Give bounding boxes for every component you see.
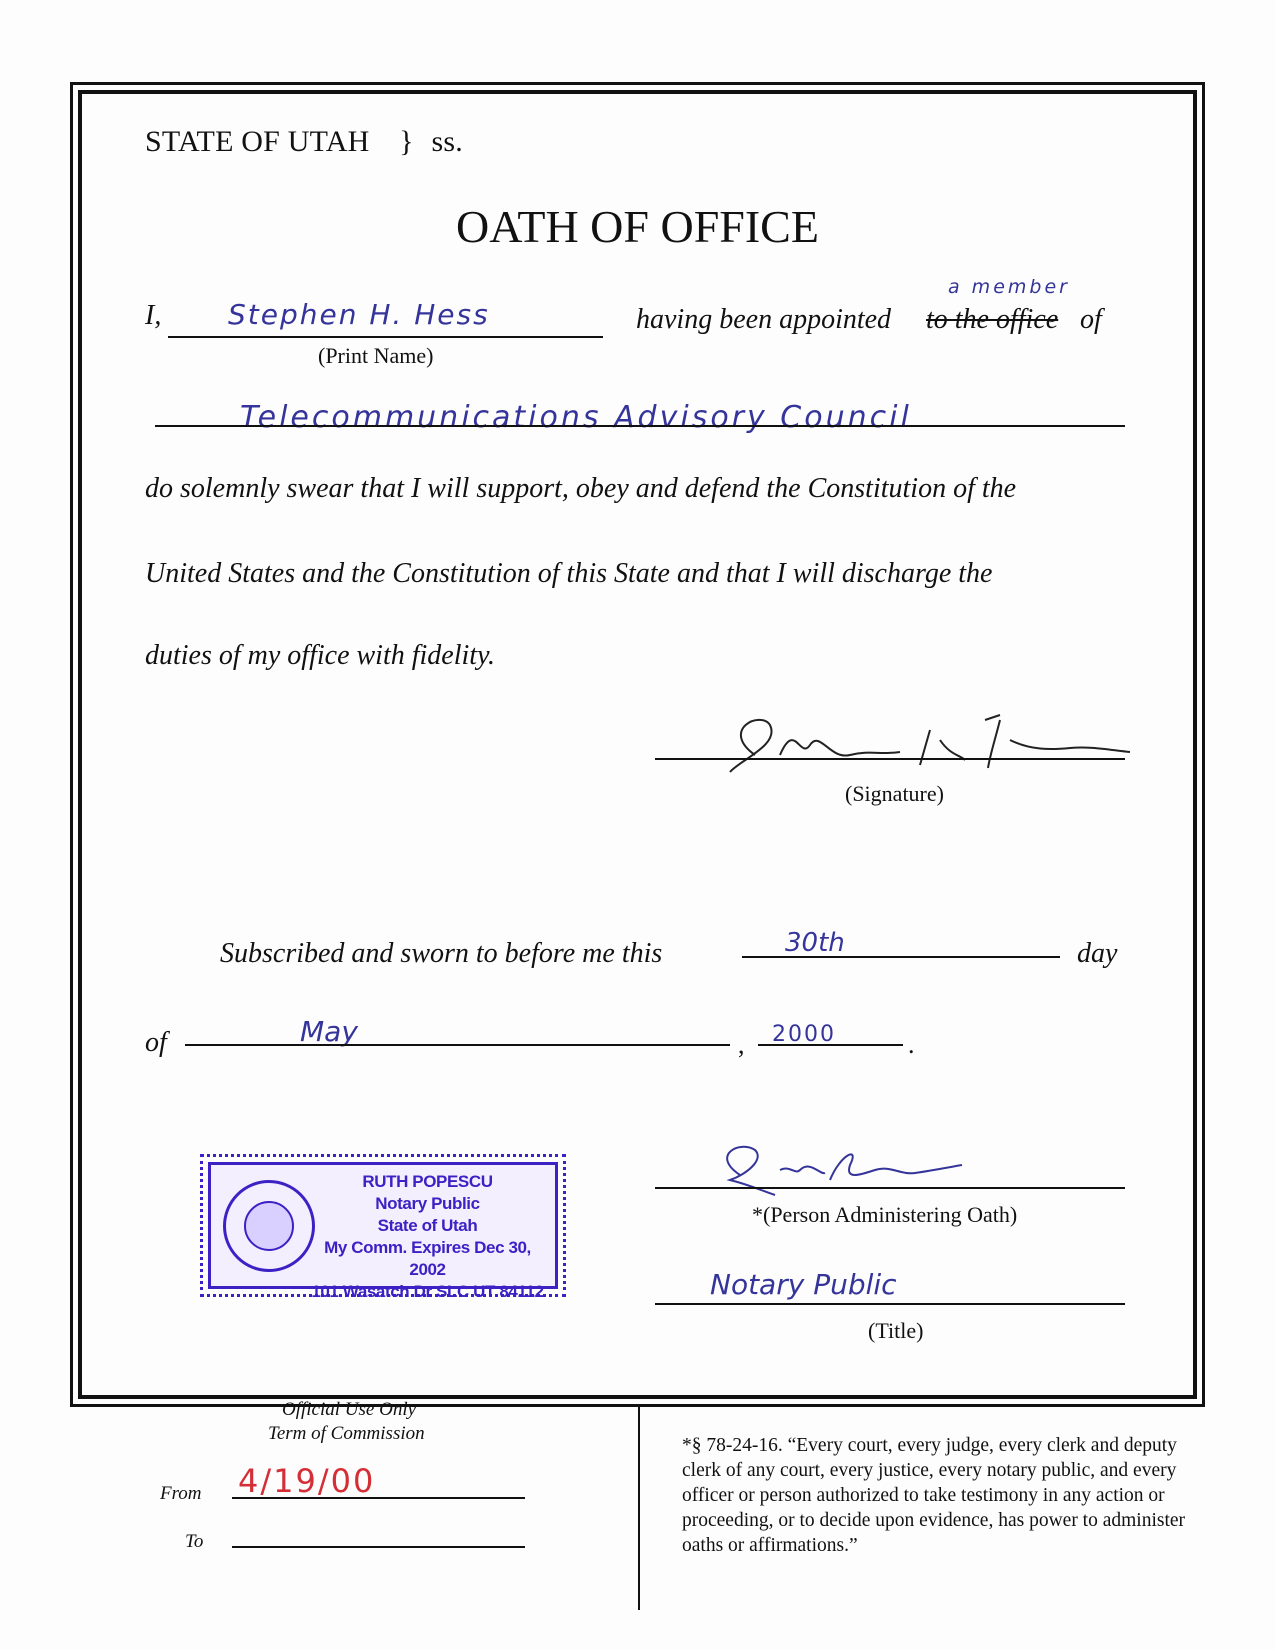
administering-signature-mark xyxy=(700,1135,970,1200)
stamp-role: Notary Public xyxy=(375,1194,480,1213)
stamp-name: RUTH POPESCU xyxy=(362,1172,493,1191)
sworn-year-value[interactable]: 2000 xyxy=(772,1022,836,1047)
to-line xyxy=(232,1546,525,1548)
title-label: (Title) xyxy=(868,1318,924,1343)
print-name-value[interactable]: Stephen H. Hess xyxy=(228,298,490,331)
sworn-day-value[interactable]: 30th xyxy=(785,928,845,958)
statute-note: *§ 78-24-16. “Every court, every judge, every clerk and deputy clerk of any court, every justice, every notary public, and every officer or person authorized to take testimony in any action or proceeding, or to decide upon evidence, has power to administer oaths or affirmations.” xyxy=(682,1435,1186,1556)
office-value[interactable]: Telecommunications Advisory Council xyxy=(240,400,912,435)
stamp-text-block xyxy=(310,1171,545,1303)
ss-text: ss. xyxy=(431,125,463,158)
stamp-expires: My Comm. Expires Dec 30, 2002 xyxy=(324,1238,531,1279)
struck-office-text: to the office xyxy=(926,304,1059,335)
signature-line xyxy=(655,758,1125,760)
stamp-address: 101 Wasatch Dr SLC UT 84112 xyxy=(311,1282,544,1301)
official-heading-2: Term of Commission xyxy=(268,1423,425,1444)
state-seal-icon xyxy=(223,1180,315,1272)
sworn-month-line xyxy=(185,1044,730,1046)
from-line xyxy=(232,1497,525,1499)
sworn-month-value[interactable]: May xyxy=(300,1015,358,1048)
print-name-label: (Print Name) xyxy=(318,343,434,368)
sworn-day-line xyxy=(742,956,1060,958)
from-value[interactable]: 4/19/00 xyxy=(238,1462,376,1500)
official-heading-1: Official Use Only xyxy=(282,1399,417,1420)
sworn-prefix: Subscribed and sworn to before me this xyxy=(220,938,663,969)
appointed-text: having been appointed xyxy=(636,304,892,335)
administering-label: *(Person Administering Oath) xyxy=(752,1202,1018,1227)
stamp-state: State of Utah xyxy=(377,1216,478,1235)
signature-mark xyxy=(700,700,1140,780)
section-divider xyxy=(638,1405,640,1610)
notary-stamp xyxy=(208,1162,558,1301)
oath-body-line-2: United States and the Constitution of this State and that I will discharge the xyxy=(145,558,993,589)
brace: } xyxy=(399,125,414,158)
title-value[interactable]: Notary Public xyxy=(710,1268,897,1301)
sworn-day-suffix: day xyxy=(1077,938,1118,969)
administering-line xyxy=(655,1187,1125,1189)
oath-body-line-1: do solemnly swear that I will support, obey and defend the Constitution of the xyxy=(145,473,1017,504)
seal-center xyxy=(244,1201,294,1251)
state-heading xyxy=(145,125,463,159)
correction-text: a member xyxy=(948,276,1070,298)
state-name: STATE OF UTAH xyxy=(145,125,370,158)
oath-body-line-3: duties of my office with fidelity. xyxy=(145,640,495,671)
print-name-line xyxy=(168,336,603,338)
sworn-year-line xyxy=(758,1044,903,1046)
from-label: From xyxy=(160,1483,202,1504)
page-title: OATH OF OFFICE xyxy=(456,201,819,252)
sworn-period: . xyxy=(908,1030,915,1059)
oath-intro: I, xyxy=(145,300,162,331)
office-line xyxy=(155,425,1125,427)
sworn-of-text: of xyxy=(145,1027,167,1058)
of-text: of xyxy=(1080,304,1102,335)
signature-label: (Signature) xyxy=(845,781,944,806)
to-label: To xyxy=(185,1531,204,1552)
sworn-comma: , xyxy=(738,1030,745,1059)
title-line xyxy=(655,1303,1125,1305)
